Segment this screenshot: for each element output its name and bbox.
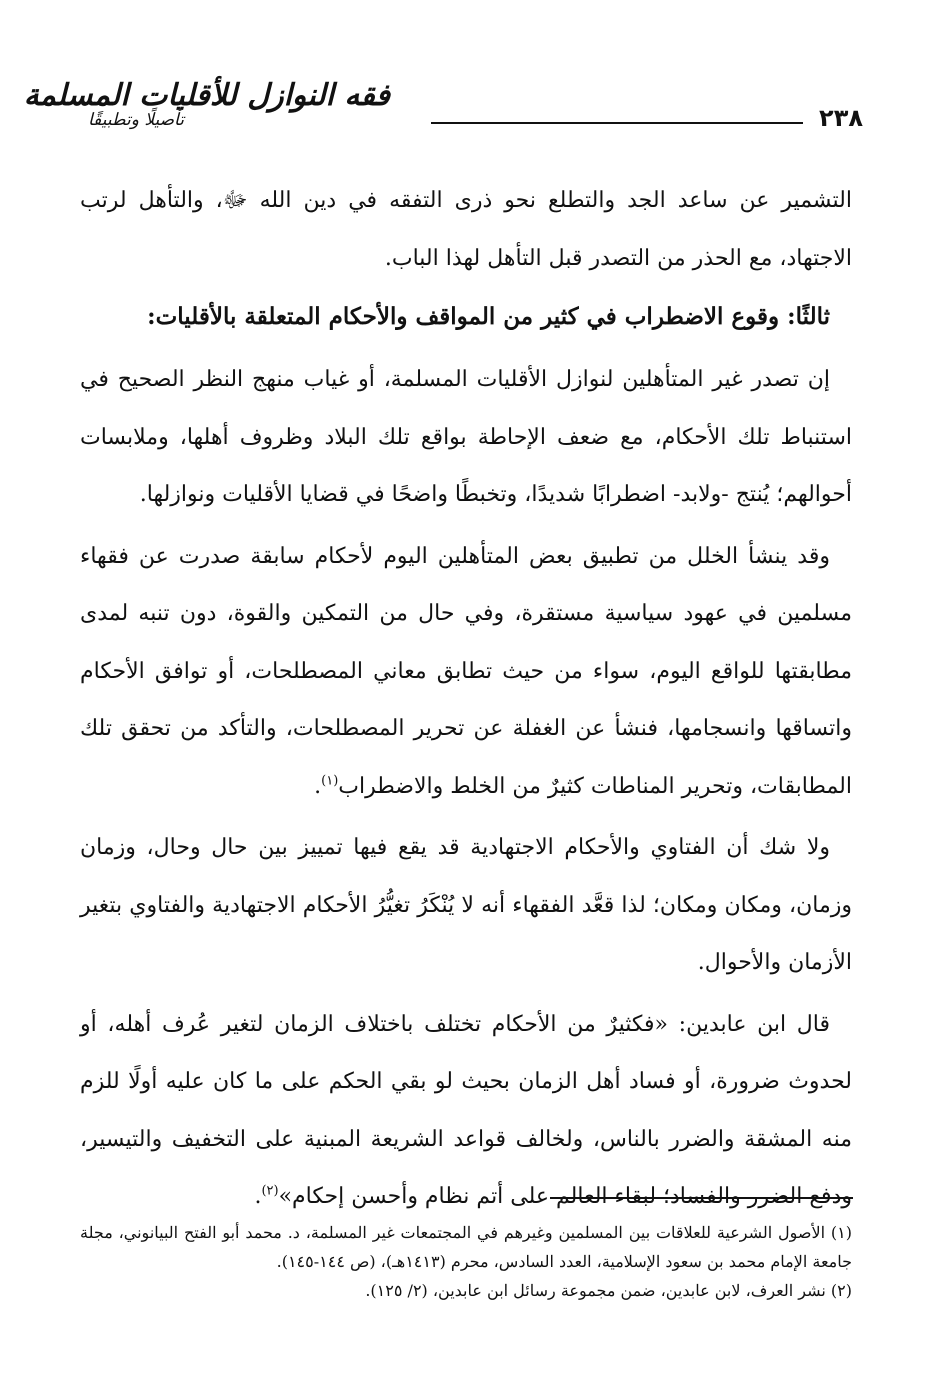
header-rule bbox=[431, 122, 803, 124]
paragraph-ibn-abidin-quote bbox=[80, 996, 852, 1226]
paragraph-text: وقد ينشأ الخلل من تطبيق بعض المتأهلين اليوم لأحكام سابقة صدرت عن فقهاء مسلمين في عهود سياسية مستقرة، وفي حال من التمكين والقوة، دون تنبه لمدى مطابقتها للواقع اليوم، سواء من حيث تطابق معاني المصطلحات، أو توافق الأحكام واتساقها وانسجامها، فنشأ عن الغفلة عن تحرير المصطلحات، والتأكد من تحقق تلك المطابقات، وتحرير المناطات كثيرٌ من الخلط والاضطراب bbox=[80, 543, 852, 799]
page-body bbox=[80, 172, 852, 1226]
footnote-separator bbox=[550, 1197, 853, 1199]
paragraph-end: . bbox=[314, 773, 322, 799]
paragraph-instability: إن تصدر غير المتأهلين لنوازل الأقليات المسلمة، أو غياب منهج النظر الصحيح في استنباط تلك الأحكام، مع ضعف الإحاطة بواقع تلك البلاد وظروف أهلها، وملابسات أحوالهم؛ يُنتج -ولابد- اضطرابًا شديدًا، وتخبطًا واضحًا في قضايا الأقليات ونوازلها. bbox=[80, 367, 852, 507]
page-number: ٢٣٨ bbox=[819, 104, 863, 132]
page-header bbox=[23, 62, 863, 152]
paragraph-continuation: التشمير عن ساعد الجد والتطلع نحو ذرى التفقه في دين الله ﷻ، والتأهل لرتب الاجتهاد، مع الحذر من التصدر قبل التأهل لهذا الباب. bbox=[80, 188, 852, 271]
book-subtitle: تأصيلًا وتطبيقًا bbox=[88, 110, 184, 130]
book-title: فقه النوازل للأقليات المسلمة bbox=[23, 78, 390, 113]
paragraph-fatwa-change: ولا شك أن الفتاوي والأحكام الاجتهادية قد يقع فيها تمييز بين حال وحال، وزمان وزمان، ومكان ومكان؛ لذا قعَّد الفقهاء أنه لا يُنْكَرُ تغيُّرُ الأحكام الاجتهادية والفتاوي بتغير الأزمان والأحوال. bbox=[80, 835, 852, 975]
paragraph-end: . bbox=[254, 1184, 262, 1209]
book-title-logo bbox=[23, 76, 390, 130]
footnote-ref-2[interactable]: (٢) bbox=[261, 1183, 279, 1199]
section-heading-third: ثالثًا: وقوع الاضطراب في كثير من المواقف والأحكام المتعلقة بالأقليات: bbox=[147, 303, 830, 330]
paragraph-defect-origin bbox=[80, 528, 852, 816]
footnote-1: (١) الأصول الشرعية للعلاقات بين المسلمين وغيرهم في المجتمعات غير المسلمة، د. محمد أبو الفتح البيانوني، مجلة جامعة الإمام محمد بن سعود الإسلامية، العدد السادس، محرم (١٤١٣هـ)، (ص ١٤٤-١٤٥). bbox=[80, 1223, 852, 1271]
footnote-ref-1[interactable]: (١) bbox=[321, 773, 339, 789]
paragraph-text: قال ابن عابدين: «فكثيرٌ من الأحكام تختلف باختلاف الزمان لتغير عُرف أهله، أو لحدوث ضرورة، أو فساد أهل الزمان بحيث لو بقي الحكم على ما كان عليه أولًا للزم منه المشقة والضرر بالناس، ولخالف قواعد الشريعة المبنية على التخفيف والتيسير، ودفع الضرر والفساد؛ لبقاء العالم على أتم نظام وأحسن إحكام» bbox=[80, 1011, 852, 1209]
footnote-2: (٢) نشر العرف، لابن عابدين، ضمن مجموعة رسائل ابن عابدين، (٢/ ١٢٥). bbox=[365, 1281, 852, 1300]
footnotes bbox=[80, 1218, 852, 1305]
